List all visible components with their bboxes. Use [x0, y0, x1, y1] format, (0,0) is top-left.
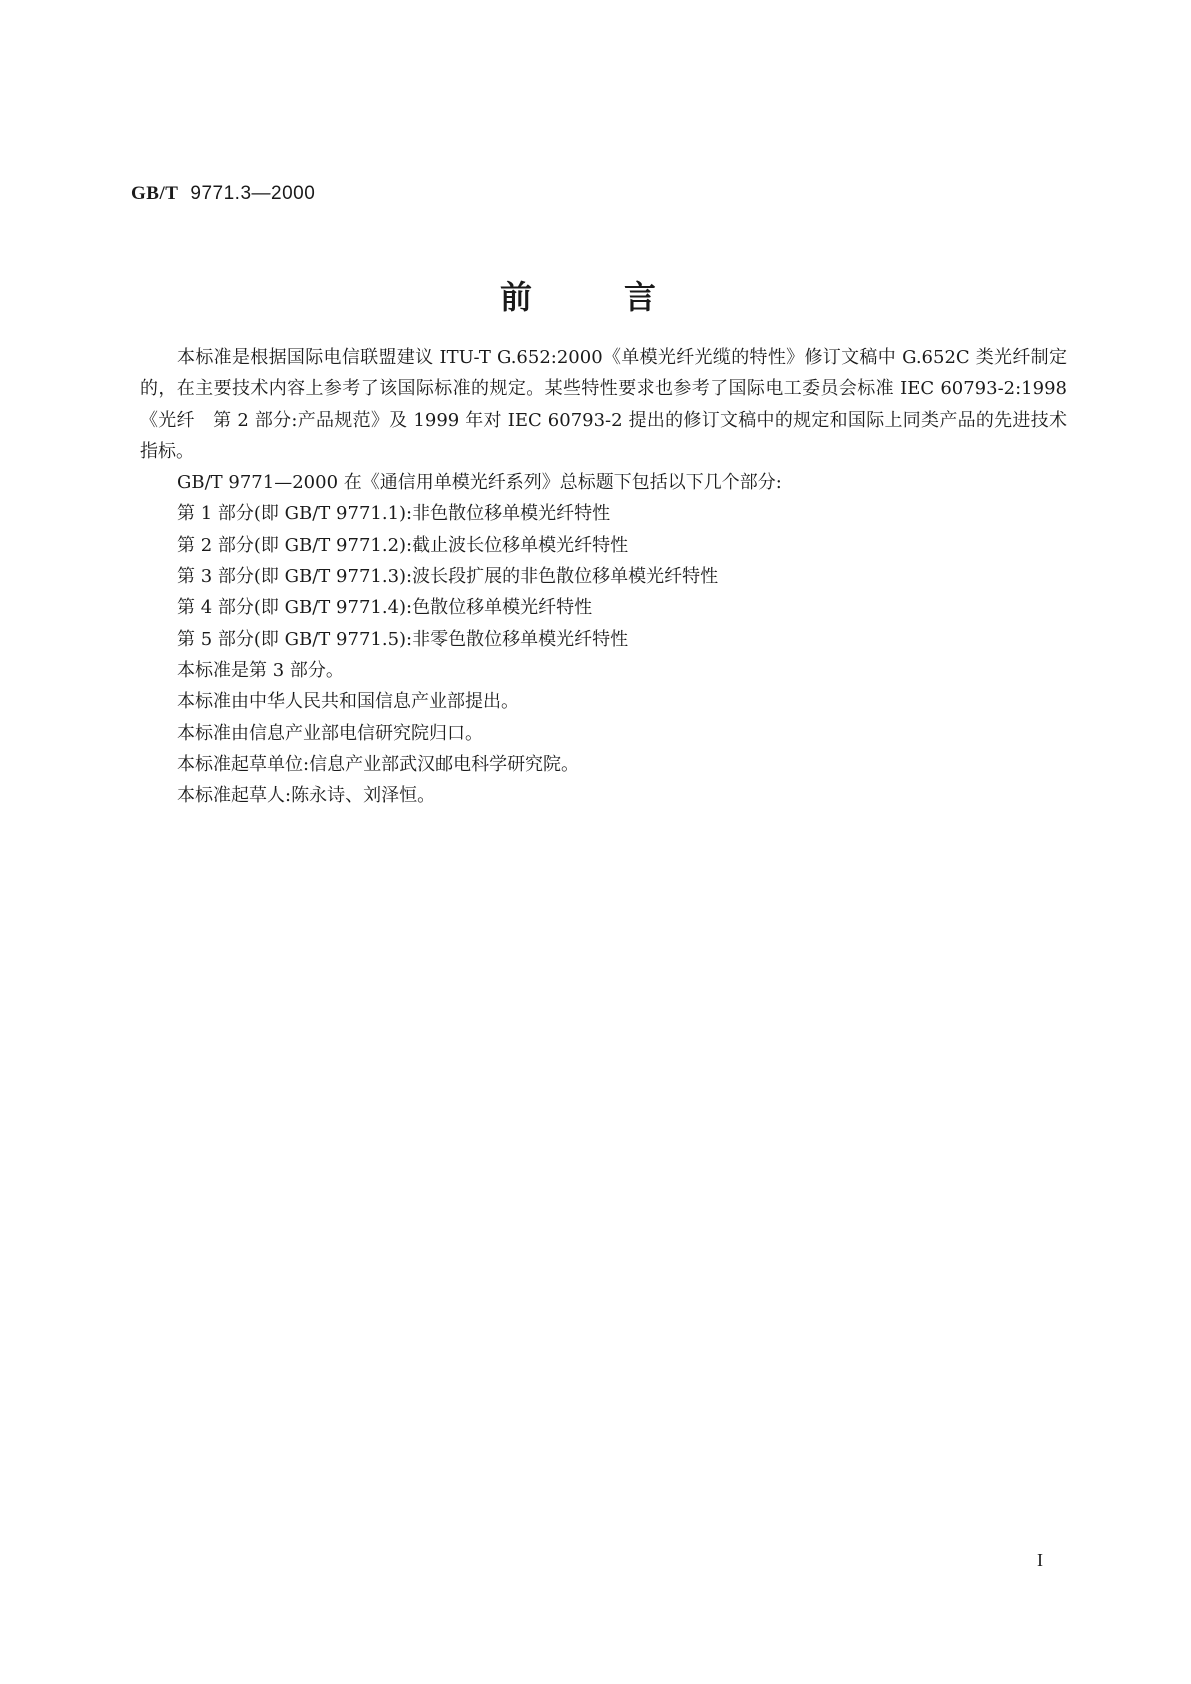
part-1-line: 第 1 部分(即 GB/T 9771.1):非色散位移单模光纤特性: [177, 503, 611, 525]
this-part-line: 本标准是第 3 部分。: [177, 659, 344, 681]
drafters-line: 本标准起草人:陈永诗、刘泽恒。: [177, 785, 436, 807]
part-5-line: 第 5 部分(即 GB/T 9771.5):非零色散位移单模光纤特性: [177, 628, 629, 650]
intro-paragraph: 本标准是根据国际电信联盟建议 ITU-T G.652:2000《单模光纤光缆的特性》修订文稿中 G.652C 类光纤制定的，在主要技术内容上参考了该国际标准的规定。某些特性要求也参考了国际电工委员会标准 IEC 60793-2:1998《光纤 第 2 部分:产品规范》及 1999 年对 IEC 60793-2 提出的修订文稿中的规定和国际上同类产品的先进技术指标。: [140, 347, 1067, 462]
proposer-line: 本标准由中华人民共和国信息产业部提出。: [177, 691, 519, 713]
administrator-line: 本标准由信息产业部电信研究院归口。: [177, 722, 483, 744]
drafting-unit-line: 本标准起草单位:信息产业部武汉邮电科学研究院。: [177, 753, 580, 775]
document-code-number: 9771.3—2000: [190, 183, 316, 204]
part-2-line: 第 2 部分(即 GB/T 9771.2):截止波长位移单模光纤特性: [177, 534, 629, 556]
page-number: I: [1037, 1550, 1043, 1570]
part-4-line: 第 4 部分(即 GB/T 9771.4):色散位移单模光纤特性: [177, 597, 593, 619]
section-title: 前言: [500, 278, 749, 316]
document-code: [131, 182, 315, 205]
document-code-prefix: GB/T: [131, 183, 179, 204]
part-3-line: 第 3 部分(即 GB/T 9771.3):波长段扩展的非色散位移单模光纤特性: [177, 566, 719, 588]
parts-overview-line: GB/T 9771—2000 在《通信用单模光纤系列》总标题下包括以下几个部分:: [177, 472, 782, 494]
preface-body: [140, 342, 1067, 811]
